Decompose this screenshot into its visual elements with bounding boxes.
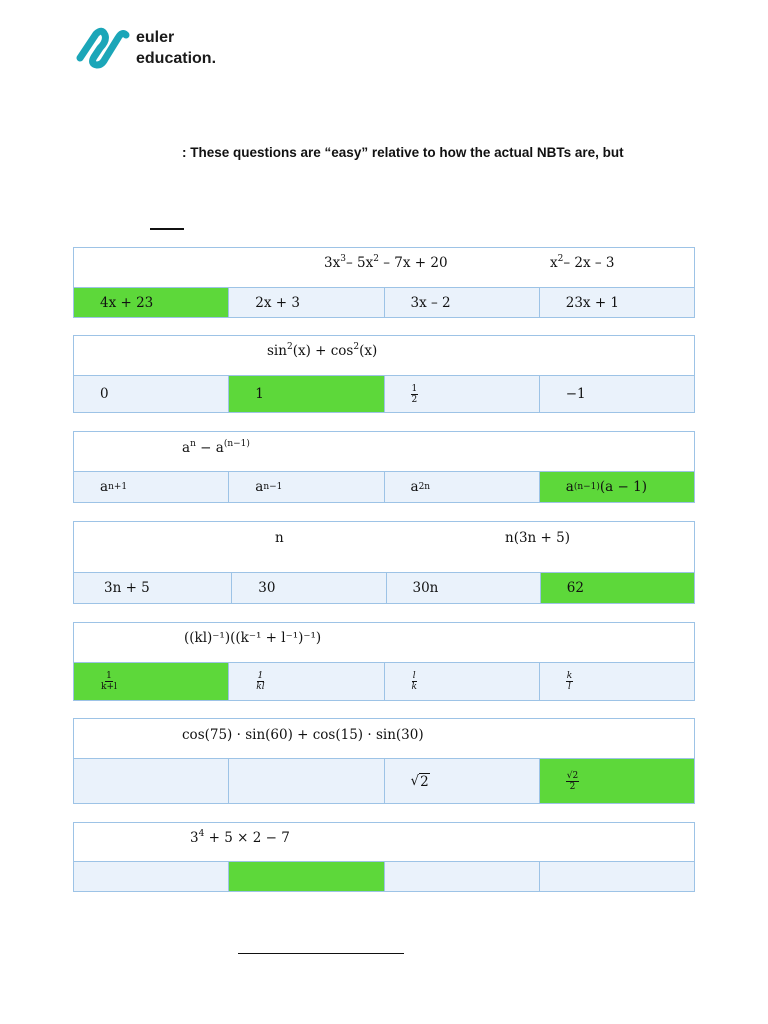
euler-logo — [74, 26, 216, 70]
intro-text: : These questions are “easy” relative to how the actual NBTs are, but — [182, 145, 624, 160]
option-d[interactable]: 23x + 1 — [565, 294, 620, 311]
option-c[interactable]: √ 2 — [385, 759, 540, 803]
brand-line-2: education. — [136, 50, 217, 67]
question-5 — [73, 622, 695, 701]
option-a[interactable] — [74, 759, 229, 803]
option-d[interactable]: $\frac{k}{l}$ — [566, 671, 573, 692]
option-c[interactable]: $\frac{l}{k}$ — [385, 663, 540, 700]
question-row — [73, 622, 695, 663]
option-a[interactable]: 4x + 23 — [74, 288, 229, 317]
question-4 — [73, 521, 695, 604]
answer-row — [73, 759, 695, 804]
option-c[interactable]: 30n — [387, 573, 541, 603]
answer-row — [73, 288, 695, 318]
option-c[interactable]: 3x – 2 — [385, 288, 540, 317]
option-b[interactable]: 2x + 3 — [229, 288, 384, 317]
question-row — [73, 718, 695, 759]
divisor: $x^2-$ 2x – 3 — [550, 254, 615, 271]
answer-row — [73, 472, 695, 503]
sum-expression: n(3n + 5) — [505, 530, 570, 546]
dividend: $3x^3-$ $5x^2 - 7x + 20$ — [324, 254, 448, 271]
option-d[interactable]: 62 — [541, 573, 694, 603]
option-a[interactable]: 0 — [74, 376, 229, 412]
question-row — [73, 521, 695, 573]
option-b[interactable] — [229, 759, 384, 803]
option-b[interactable]: 1 — [229, 376, 384, 412]
answer-row — [73, 663, 695, 701]
option-c[interactable]: a 2n — [385, 472, 540, 502]
option-d[interactable] — [540, 862, 694, 891]
option-b[interactable]: 30 — [232, 573, 386, 603]
bottom-rule — [238, 953, 404, 954]
option-c[interactable]: $\frac{1}{2}$ — [385, 376, 540, 412]
brand-line-1: euler — [136, 29, 175, 46]
question-row — [73, 431, 695, 472]
question-6 — [73, 718, 695, 804]
answer-row — [73, 862, 695, 892]
power-expression: $a^n - a^{(n-1)}$ — [182, 439, 250, 456]
option-c[interactable] — [385, 862, 540, 891]
kl-expression: ((kl)⁻¹)((k⁻¹ + l⁻¹)⁻¹) — [184, 630, 322, 646]
option-b[interactable] — [229, 862, 384, 891]
option-a[interactable]: $\frac{1}{k+l}$ — [74, 663, 229, 700]
question-1 — [73, 247, 695, 318]
short-rule — [150, 228, 184, 230]
question-row — [73, 822, 695, 862]
question-3 — [73, 431, 695, 503]
option-d[interactable]: $\frac{√2}{2}$ — [540, 759, 694, 803]
answer-row — [73, 376, 695, 413]
option-a[interactable]: 3n + 5 — [74, 573, 232, 603]
trig-expression: cos(75) · sin(60) + cos(15) · sin(30) — [182, 727, 424, 743]
option-d[interactable]: a (n−1) (a − 1) — [540, 472, 694, 502]
arithmetic-expression: $3^4 + 5 \times 2 - 7$ — [190, 829, 290, 846]
question-7 — [73, 822, 695, 892]
option-a[interactable]: a n+1 — [74, 472, 229, 502]
option-a[interactable] — [74, 862, 229, 891]
question-row — [73, 335, 695, 376]
term-n: n — [275, 530, 284, 546]
brand-name — [136, 27, 216, 69]
option-b[interactable]: a n−1 — [229, 472, 384, 502]
euler-logo-icon — [74, 26, 130, 70]
question-2 — [73, 335, 695, 413]
trig-identity: $\sin^2(x) + \cos^2(x)$ — [267, 342, 378, 359]
option-d[interactable]: −1 — [565, 386, 586, 402]
answer-row — [73, 573, 695, 604]
option-b[interactable]: $\frac{1}{kl}$ — [229, 663, 384, 700]
question-row — [73, 247, 695, 288]
